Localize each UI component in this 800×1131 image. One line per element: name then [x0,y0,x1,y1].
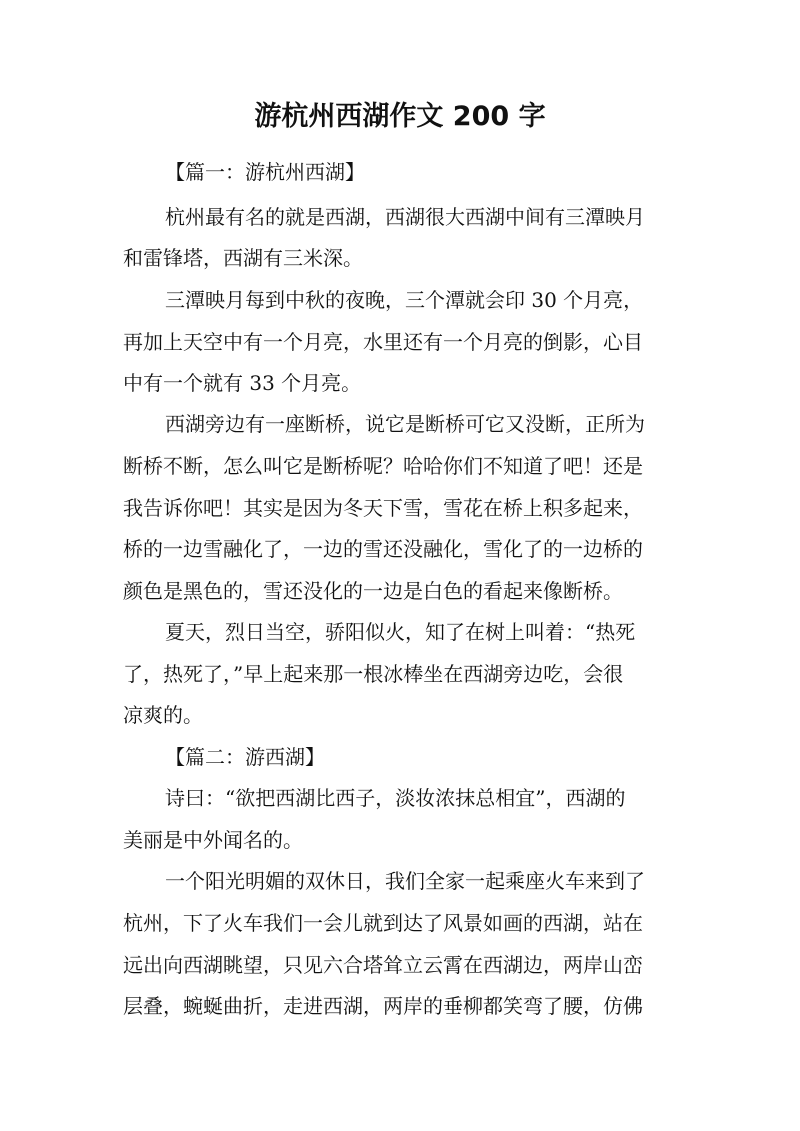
document-title: 游杭州西湖作文 200 字 [254,101,546,132]
text-line: 断桥不断，怎么叫它是断桥呢？哈哈你们不知道了吧！还是 [123,454,643,478]
text-line: 夏天，烈日当空，骄阳似火，知了在树上叫着：“热死 [165,620,636,644]
text-line: 层叠，蜿蜒曲折，走进西湖，两岸的垂柳都笑弯了腰，仿佛 [123,994,643,1018]
text-line: 中有一个就有 33 个月亮。 [123,371,362,395]
text-line: 美丽是中外闻名的。 [123,828,303,852]
text-line: 颜色是黑色的，雪还没化的一边是白色的看起来像断桥。 [123,579,623,603]
text-line: 杭州，下了火车我们一会儿就到达了风景如画的西湖，站在 [123,911,643,935]
section-heading-2: 【篇二：游西湖】 [165,745,325,769]
text-line: 和雷锋塔，西湖有三米深。 [123,246,363,270]
text-line: 桥的一边雪融化了，一边的雪还没融化，雪化了的一边桥的 [123,537,643,561]
text-line: 远出向西湖眺望，只见六合塔耸立云霄在西湖边，两岸山峦 [123,953,643,977]
text-line: 西湖旁边有一座断桥，说它是断桥可它又没断，正所为 [165,412,645,436]
text-line: 再加上天空中有一个月亮，水里还有一个月亮的倒影，心目 [123,330,643,354]
text-line: 三潭映月每到中秋的夜晚，三个潭就会印 30 个月亮， [165,288,644,312]
text-line: 凉爽的。 [123,703,203,727]
text-line: 一个阳光明媚的双休日，我们全家一起乘座火车来到了 [165,869,645,893]
text-line: 我告诉你吧！其实是因为冬天下雪，雪花在桥上积多起来， [123,496,643,520]
section-heading-1: 【篇一：游杭州西湖】 [165,160,365,184]
text-line: 杭州最有名的就是西湖，西湖很大西湖中间有三潭映月 [165,205,645,229]
text-line: 了，热死了，”早上起来那一根冰棒坐在西湖旁边吃，会很 [123,662,624,686]
text-line: 诗曰：“欲把西湖比西子，淡妆浓抹总相宜”，西湖的 [165,786,626,810]
